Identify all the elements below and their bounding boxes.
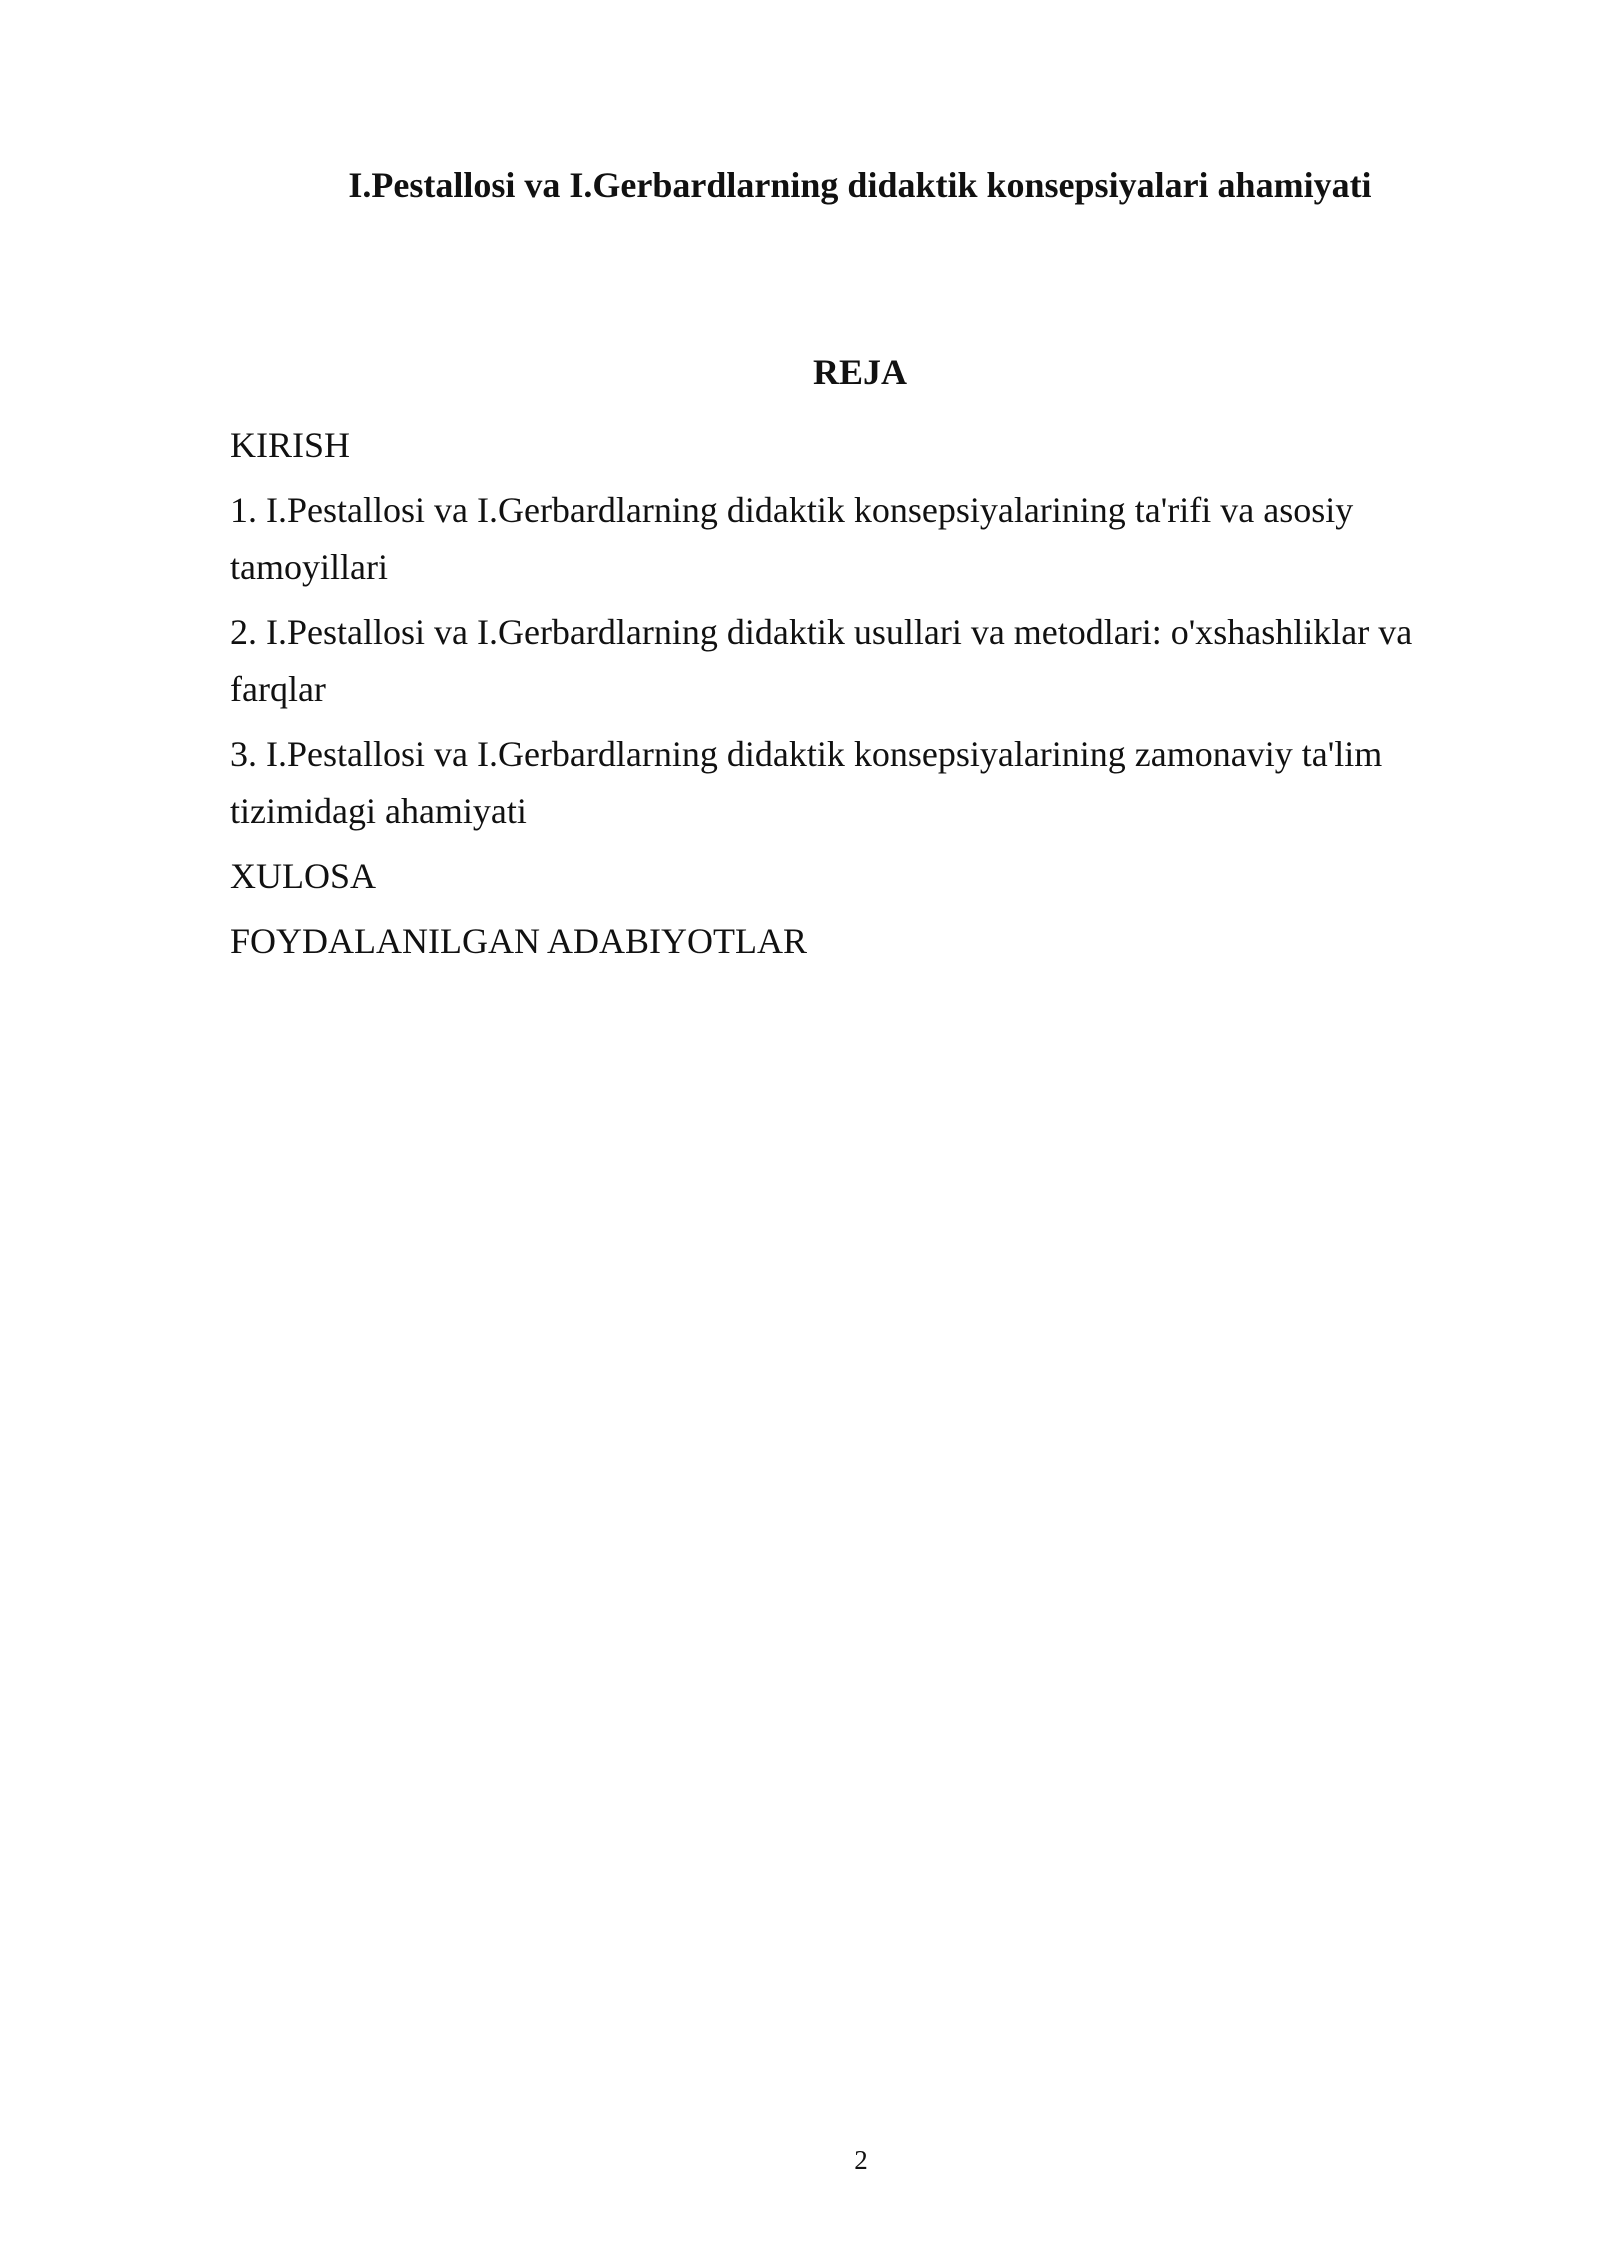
document-title: I.Pestallosi va I.Gerbardlarning didaktik konsepsiyalari ahamiyati [348, 165, 1372, 205]
plan-item-conclusion: XULOSA [230, 856, 377, 896]
plan-item-2: 2. I.Pestallosi va I.Gerbardlarning didaktik usullari va metodlari: o'xshashliklar va farqlar [230, 612, 1413, 709]
plan-list [230, 417, 1475, 978]
plan-heading: REJA [812, 352, 907, 392]
plan-item-1: 1. I.Pestallosi va I.Gerbardlarning didaktik konsepsiyalarining ta'rifi va asosiy tamoyillari [230, 490, 1354, 587]
plan-item-references: FOYDALANILGAN ADABIYOTLAR [230, 921, 807, 961]
plan-item-introduction: KIRISH [230, 425, 351, 465]
plan-item-3: 3. I.Pestallosi va I.Gerbardlarning didaktik konsepsiyalarining zamonaviy ta'lim tizimidagi ahamiyati [230, 734, 1383, 831]
page-number: 2 [854, 2145, 868, 2175]
